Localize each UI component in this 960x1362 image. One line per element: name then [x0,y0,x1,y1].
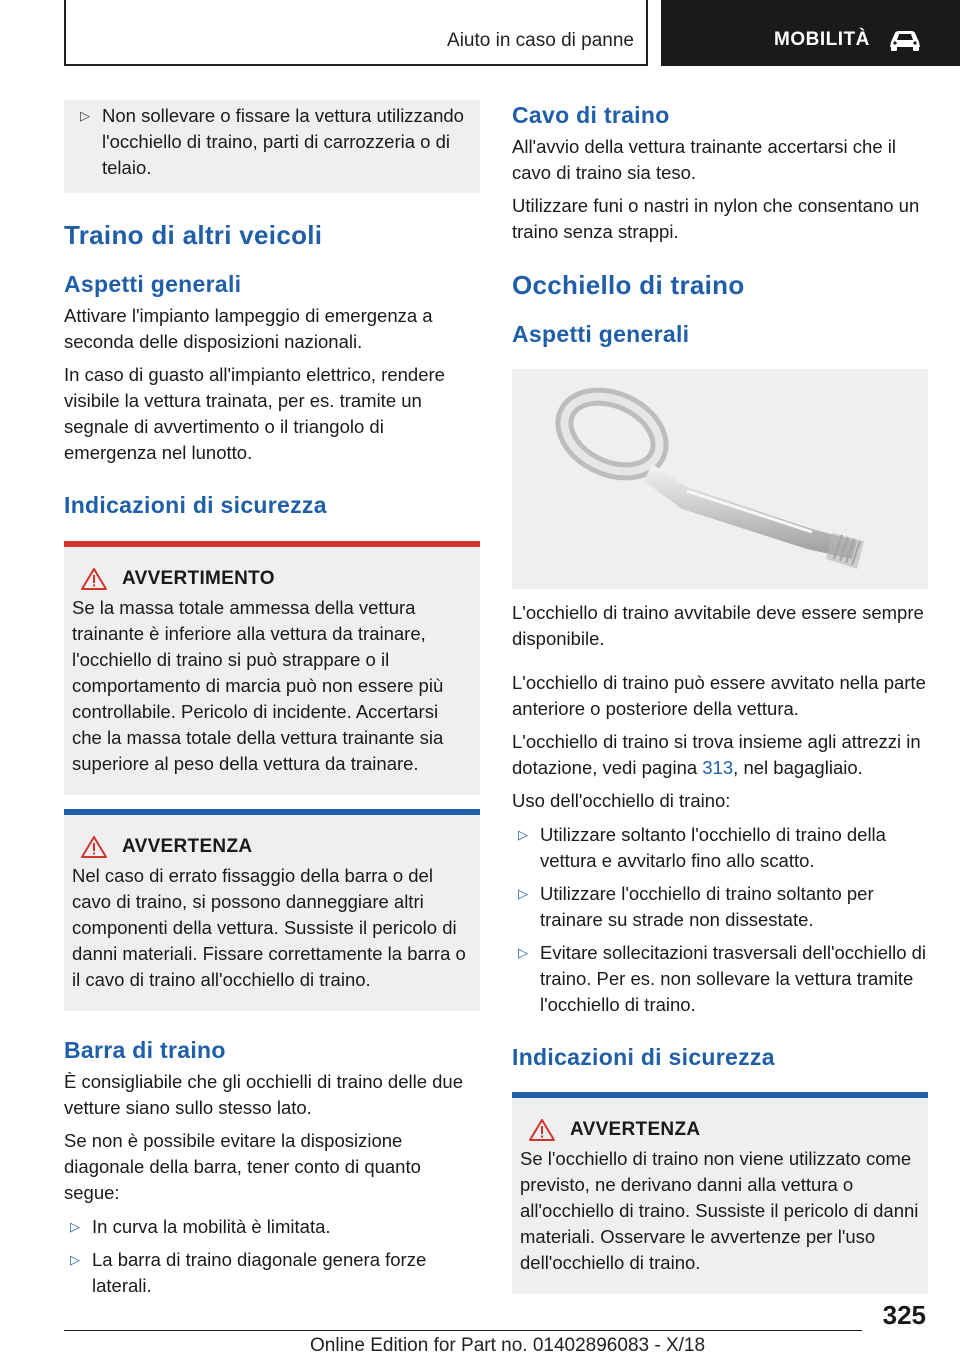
header-left-rule [64,0,66,66]
caution-text: Se l'occhiello di traino non viene utilizzato come previsto, ne derivano danni alla vettura o all'occhiello di traino. Sussiste il pericolo di danni materiali. Osservare le avvertenze per l'uso dell'occhiello di traino. [520,1148,919,1273]
paragraph: Se non è possibile evitare la disposizione diagonale della barra, tener conto di quanto segue: [64,1130,421,1203]
list-item [512,940,928,1018]
paragraph-with-link [512,729,928,781]
bullet-triangle-icon: ▷ [70,1219,80,1234]
car-icon [887,27,923,53]
list-item-text: Utilizzare l'occhiello di traino soltanto per trainare su strade non dissestate. [540,883,874,930]
paragraph: È consigliabile che gli occhielli di traino delle due vetture siano sullo stesso lato. [64,1071,464,1118]
heading-aspetti-generali: Aspetti generali [512,321,690,347]
list-item [512,881,928,933]
list-item [64,1247,480,1299]
caution-box [512,1092,928,1294]
caution-title: AVVERTENZA [570,1119,701,1140]
bullet-triangle-icon: ▷ [518,945,528,960]
warning-triangle-icon [528,1118,556,1142]
list-item-text: La barra di traino diagonale genera forze laterali. [92,1249,427,1296]
chapter-tab[interactable] [661,0,960,66]
bullet-triangle-icon: ▷ [70,1252,80,1267]
left-column [64,100,480,1299]
paragraph: L'occhiello di traino può essere avvitato nella parte anteriore o posteriore della vettura. [512,672,926,719]
list-item [64,1214,480,1240]
section-title: Aiuto in caso di panne [447,30,634,51]
list-item-text: In curva la mobilità è limitata. [92,1216,331,1237]
paragraph: Uso dell'occhiello di traino: [512,790,731,811]
heading-aspetti-generali: Aspetti generali [64,271,242,297]
warning-box [64,541,480,795]
header-underline [64,64,647,66]
heading-indicazioni-sicurezza: Indicazioni di sicurezza [64,492,327,518]
paragraph: All'avvio della vettura trainante accertarsi che il cavo di traino sia teso. [512,136,896,183]
list-item-text: Non sollevare o fissare la vettura utilizzando l'occhiello di traino, parti di carrozzeria o di telaio. [102,105,464,178]
heading-cavo-di-traino: Cavo di traino [512,102,670,128]
bullet-list [64,1214,480,1299]
footer-edition: Online Edition for Part no. 01402896083 - X/18 [310,1335,706,1356]
footer-rule [64,1330,862,1331]
paragraph-text: , nel bagagliaio. [733,757,863,778]
right-column [512,100,928,1294]
list-item-text: Evitare sollecitazioni trasversali dell'occhiello di traino. Per es. non sollevare la vettura tramite l'occhiello di traino. [540,942,927,1015]
heading-occhiello-di-traino: Occhiello di traino [512,270,745,300]
header-right-rule [646,0,648,66]
paragraph: L'occhiello di traino avvitabile deve essere sempre disponibile. [512,602,924,649]
heading-traino-altri-veicoli: Traino di altri veicoli [64,220,323,250]
page-reference-link[interactable]: 313 [702,757,734,778]
list-item-text: Utilizzare soltanto l'occhiello di traino della vettura e avvitarlo fino allo scatto. [540,824,886,871]
caution-title: AVVERTENZA [122,836,253,857]
warning-text: Se la massa totale ammessa della vettura trainante è inferiore alla vettura da trainare, l'occhiello di traino si può strappare o il comportamento di marcia può non essere più controllabile. Pericolo di incidente. Accertarsi che la massa totale della vettura trainante sia superiore al peso della vettura da trainare. [72,597,444,774]
bullet-list [512,822,928,1018]
bullet-triangle-icon: ▷ [518,886,528,901]
list-item [74,103,470,181]
note-box [64,100,480,193]
heading-indicazioni-sicurezza: Indicazioni di sicurezza [512,1044,775,1070]
bullet-triangle-icon: ▷ [518,827,528,842]
tow-eye-image [512,369,928,589]
caution-box [64,809,480,1011]
heading-barra-di-traino: Barra di traino [64,1037,226,1063]
tow-eye-illustration [512,369,928,589]
warning-triangle-icon [80,835,108,859]
warning-triangle-icon [80,567,108,591]
paragraph: Attivare l'impianto lampeggio di emergenza a seconda delle disposizioni nazionali. [64,305,433,352]
list-item [512,822,928,874]
paragraph: In caso di guasto all'impianto elettrico, rendere visibile la vettura trainata, per es. tramite un segnale di avvertimento o il triangolo di emergenza nel lunotto. [64,364,445,463]
bullet-triangle-icon: ▷ [80,108,90,123]
paragraph: Utilizzare funi o nastri in nylon che consentano un traino senza strappi. [512,195,920,242]
page-number: 325 [882,1300,926,1330]
caution-text: Nel caso di errato fissaggio della barra o del cavo di traino, si possono danneggiare altri componenti della vettura. Sussiste il pericolo di danni materiali. Fissare correttamente la barra o il cavo di traino all'occhiello di traino. [72,865,466,990]
warning-title: AVVERTIMENTO [122,568,275,589]
paragraph-text: L'occhiello di traino si trova insieme agli attrezzi in dotazione, vedi pagina [512,731,921,778]
chapter-tab-label: MOBILITÀ [774,29,870,50]
